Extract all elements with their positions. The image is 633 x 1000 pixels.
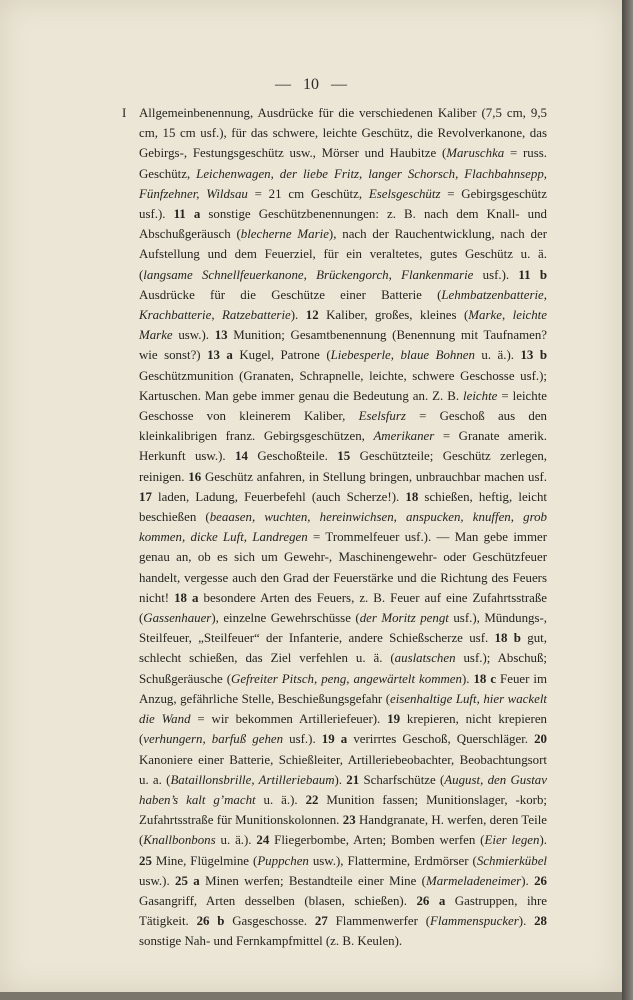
item-number: 26 b	[196, 914, 225, 929]
slang-term: Gefreiter Pitsch, peng, angewärtelt kommen	[231, 671, 462, 686]
text-run: ).	[521, 873, 535, 888]
item-number: 18	[405, 489, 419, 504]
item-number: 26 a	[416, 893, 446, 908]
text-run: = wir bekommen Artilleriefeuer).	[190, 712, 388, 727]
slang-term: Eselsfurz	[358, 409, 406, 424]
slang-term: Eselsgeschütz	[368, 186, 441, 201]
item-number: 19	[387, 712, 401, 727]
text-run: Gasgeschosse.	[224, 914, 315, 929]
text-run: Kaliber, großes, kleines (	[318, 308, 469, 323]
item-number: 17	[139, 489, 152, 504]
text-run: Feuer im Anzug, gefährliche Stelle, Beschießungsgefahr (	[139, 671, 547, 706]
slang-term: Liebesperle, blaue Bohnen	[330, 348, 475, 363]
text-run: ).	[334, 772, 347, 787]
slang-term: Maruschka	[446, 146, 505, 161]
text-run: besondere Arten des Feuers, z. B. Feuer auf eine Zufahrtsstraße (	[139, 590, 547, 626]
item-number: 26	[534, 873, 547, 888]
text-run: usw.), Flattermine, Erdmörser (	[308, 853, 477, 868]
text-run: Munition; Gesamtbenennung (Benennung mit Taufnamen? wie sonst?)	[139, 328, 547, 363]
text-run: schießen, heftig, leicht beschießen (	[139, 489, 547, 525]
text-run: usf.).	[473, 267, 519, 282]
body-text	[122, 103, 548, 952]
slang-term: auslatschen	[394, 651, 456, 666]
slang-term: langsame Schnellfeuerkanone, Brückengorch, Flankenmarie	[143, 267, 474, 282]
text-run: Kanoniere einer Batterie, Schießleiter, Artilleriebeobachter, Beobachtungsort u. a. (	[139, 752, 547, 787]
page-number: — 10 —	[275, 76, 347, 93]
text-run: usf.), Mündungs-, Steilfeuer, „Steilfeuer“ der Infanterie, andere Schießscherze usf.	[139, 611, 547, 646]
text-run: ).	[461, 671, 474, 686]
text-run: Gastruppen, ihre Tätigkeit.	[139, 893, 547, 929]
item-number: 19 a	[321, 732, 348, 747]
text-run: Gasangriff, Arten desselben (blasen, schießen).	[139, 893, 417, 908]
text-run: gut, schlecht schießen, das Ziel verfehlen u. ä. (	[139, 631, 547, 666]
text-run: usf.).	[283, 732, 322, 747]
body-paragraph	[139, 103, 547, 952]
item-number: 21	[346, 772, 360, 787]
text-run: ).	[290, 308, 306, 323]
slang-term: Gassenhauer	[143, 611, 212, 626]
text-run: = russ. Geschütz,	[139, 146, 547, 181]
slang-term: Leichenwagen, der liebe Fritz, langer Schorsch, Flachbahnsepp, Fünfzehner, Wildsau	[139, 166, 547, 201]
section-marker: I	[122, 106, 127, 120]
item-number: 28	[534, 914, 547, 929]
slang-term: Eier legen	[484, 833, 540, 848]
slang-term: eisenhaltige Luft, hier wackelt die Wand	[139, 691, 547, 727]
text-run: verirrtes Geschoß, Querschläger.	[347, 732, 535, 747]
slang-term: Bataillonsbrille, Artilleriebaum	[170, 772, 335, 787]
slang-term: Lehmbatzenbatterie, Krachbatterie, Ratzebatterie	[139, 287, 547, 323]
slang-term: August, den Gustav haben’s kalt g’macht	[139, 772, 547, 807]
item-number: 22	[305, 792, 319, 807]
item-number: 18 b	[494, 631, 521, 646]
text-run: Geschütz anfahren, in Stellung bringen, unbrauchbar machen usf.	[201, 469, 547, 484]
slang-term: verhungern, barfuß gehen	[143, 732, 284, 747]
slang-term: Knallbonbons	[143, 833, 216, 848]
item-number: 25 a	[175, 873, 200, 888]
item-number: 11 b	[518, 267, 548, 282]
item-number: 25	[139, 853, 152, 868]
text-run: = Geschoß aus den kleinkalibrigen franz. Gebirgsgeschützen,	[139, 409, 547, 444]
item-number: 11 a	[173, 207, 201, 222]
text-run: Geschützteile; Geschütz zerlegen, reinigen.	[139, 449, 547, 484]
slang-term: Schmierkübel	[476, 853, 547, 868]
slang-term: leichte	[463, 388, 498, 403]
text-run: Scharfschütze (	[359, 772, 445, 787]
slang-term: der Moritz pengt	[359, 611, 449, 626]
text-run: usf.); Abschuß; Schußgeräusche (	[139, 651, 547, 686]
slang-term: beaasen, wuchten, hereinwichsen, anspucken, knuffen, grob kommen, dicke Luft, Landregen	[139, 510, 547, 545]
text-run: = Granate amerik. Herkunft usw.).	[139, 429, 548, 464]
slang-term: Flammenspucker	[430, 914, 519, 929]
item-number: 16	[188, 469, 202, 484]
item-number: 20	[534, 732, 547, 747]
text-run: Geschoßteile.	[247, 449, 338, 464]
item-number: 23	[342, 813, 356, 828]
text-run: sonstige Geschützbenennungen: z. B. nach dem Knall- und Abschußgeräusch (	[139, 207, 547, 242]
item-number: 24	[256, 833, 270, 848]
text-run: Kugel, Patrone (	[232, 348, 331, 363]
item-number: 15	[337, 449, 351, 464]
item-number: 13	[214, 328, 228, 343]
text-run: sonstige Nah- und Fernkampfmittel (z. B. Keulen).	[139, 934, 403, 949]
item-number: 18 c	[473, 671, 497, 686]
text-run: Fliegerbombe, Arten; Bomben werfen (	[269, 833, 485, 848]
text-run: = Trommelfeuer usf.). — Man gebe immer genau an, ob es sich um Gewehr-, Maschinengewehr- oder Geschützfeuer handelt, vergesse auch den Grad der Feuerstärke und die Richtung des Feuers nicht!	[139, 530, 547, 605]
text-run: Mine, Flügelmine (	[151, 853, 258, 868]
slang-term: blecherne Marie	[240, 227, 329, 242]
text-run: laden, Ladung, Feuerbefehl (auch Scherze!).	[151, 489, 406, 504]
text-run: Flammenwerfer (	[327, 914, 430, 929]
text-run: ).	[539, 833, 547, 848]
slang-term: Marmeladeneimer	[425, 873, 522, 888]
text-run: ), einzelne Gewehrschüsse (	[211, 611, 360, 626]
text-run: usw.).	[139, 873, 176, 888]
text-run: Ausdrücke für die Geschütze einer Batterie (	[139, 287, 442, 302]
text-run: Handgranate, H. werfen, deren Teile (	[139, 813, 547, 848]
text-run: ).	[518, 914, 535, 929]
text-run: krepieren, nicht krepieren (	[139, 712, 547, 747]
item-number: 18 a	[174, 590, 199, 605]
text-run: = 21 cm Geschütz,	[247, 186, 369, 201]
item-number: 14	[235, 449, 248, 464]
text-run: Minen werfen; Bestandteile einer Mine (	[199, 873, 426, 888]
text-run: Allgemeinbenennung, Ausdrücke für die verschiedenen Kaliber (7,5 cm, 9,5 cm, 15 cm usf.), für das schwere, leichte Geschütz, die Revolverkanone, das Gebirgs-, Festungsgeschütz usw., Mörser und Haubitze (	[139, 106, 547, 161]
text-run: u. ä.).	[255, 792, 306, 807]
text-run: ), nach der Rauchentwicklung, nach der Aufstellung und dem Feuerziel, für ein veraltetes, gutes Geschütz u. ä. (	[139, 227, 548, 282]
slang-term: Marke, leichte Marke	[139, 308, 547, 343]
slang-term: Amerikaner	[373, 429, 435, 444]
text-run: Munition fassen; Munitionslager, -korb; Zufahrtsstraße für Munitionskolonnen.	[139, 792, 547, 828]
text-run: Geschützmunition (Granaten, Schrapnelle, leichte, schwere Geschosse usf.); Kartuschen. Man gebe immer genau die Bedeutung an. Z. B.	[139, 368, 547, 403]
text-run: u. ä.).	[474, 348, 521, 363]
slang-term: Puppchen	[257, 853, 309, 868]
text-run: u. ä.).	[215, 833, 257, 848]
text-run: = leichte Geschosse von kleinerem Kaliber,	[139, 388, 547, 424]
item-number: 13 a	[207, 348, 233, 363]
text-run: usw.).	[172, 328, 215, 343]
item-number: 13 b	[520, 348, 547, 363]
text-run: = Gebirgsgeschütz usf.).	[139, 186, 547, 222]
page-edge-shadow	[622, 0, 633, 1000]
item-number: 12	[305, 308, 319, 323]
item-number: 27	[314, 914, 328, 929]
